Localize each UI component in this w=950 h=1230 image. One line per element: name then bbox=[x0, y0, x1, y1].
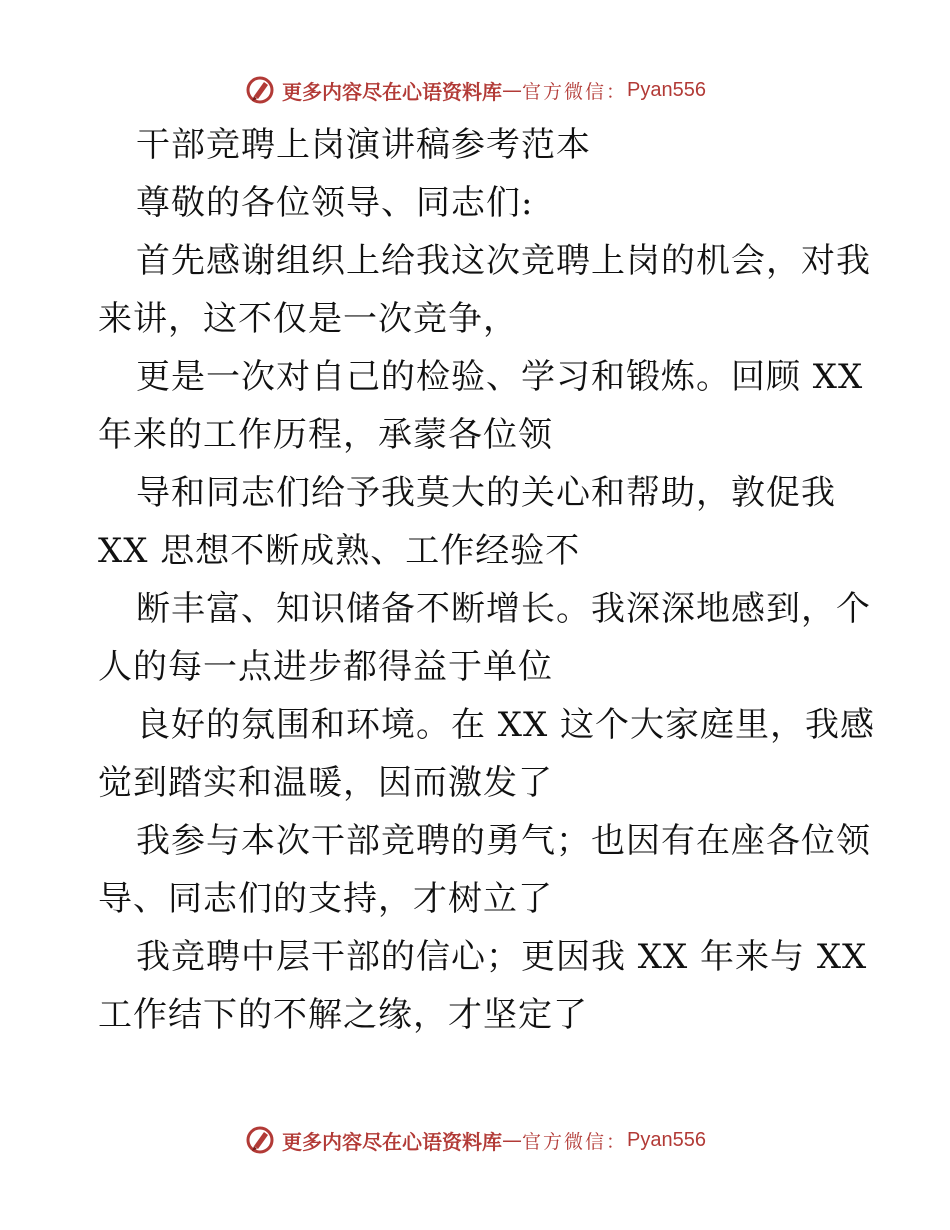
paragraph-line: XX 思想不断成熟、工作经验不 bbox=[98, 531, 581, 571]
paragraph-line: 我参与本次干部竞聘的勇气；也因有在座各位领 bbox=[136, 821, 871, 861]
banner-wechat-id: Pyan556 bbox=[627, 1128, 706, 1151]
footer-banner bbox=[0, 1120, 950, 1160]
banner-official-label: 官方微信： bbox=[522, 80, 628, 103]
document-body bbox=[98, 116, 876, 1044]
paragraph-line: 觉到踏实和温暖，因而激发了 bbox=[98, 763, 553, 803]
document-title: 干部竞聘上岗演讲稿参考范本 bbox=[136, 125, 591, 165]
banner-separator: — bbox=[502, 1128, 522, 1152]
banner-official-label: 官方微信： bbox=[522, 1130, 628, 1153]
banner-separator: — bbox=[502, 78, 522, 102]
paragraph-line: 导和同志们给予我莫大的关心和帮助，敦促我 bbox=[136, 473, 836, 513]
banner-main-text: 更多内容尽在心语资料库 bbox=[282, 79, 502, 104]
banner-main-text: 更多内容尽在心语资料库 bbox=[282, 1129, 502, 1154]
salutation: 尊敬的各位领导、同志们: bbox=[136, 183, 534, 223]
paragraph-line: 年来的工作历程，承蒙各位领 bbox=[98, 415, 553, 455]
paragraph-line: 良好的氛围和环境。在 XX 这个大家庭里，我感 bbox=[136, 705, 876, 745]
pen-logo-icon bbox=[244, 74, 276, 106]
paragraph-line: 更是一次对自己的检验、学习和锻炼。回顾 XX bbox=[136, 357, 864, 397]
banner-wechat-id: Pyan556 bbox=[627, 78, 706, 101]
paragraph-line: 导、同志们的支持，才树立了 bbox=[98, 879, 553, 919]
paragraph-line: 来讲，这不仅是一次竞争， bbox=[98, 299, 518, 339]
header-banner bbox=[0, 70, 950, 110]
paragraph-line: 我竞聘中层干部的信心；更因我 XX 年来与 XX bbox=[136, 937, 868, 977]
pen-logo-icon bbox=[244, 1124, 276, 1156]
paragraph-line: 断丰富、知识储备不断增长。我深深地感到，个 bbox=[136, 589, 871, 629]
paragraph-line: 人的每一点进步都得益于单位 bbox=[98, 647, 553, 687]
paragraph-line: 工作结下的不解之缘，才坚定了 bbox=[98, 995, 588, 1035]
paragraph-line: 首先感谢组织上给我这次竞聘上岗的机会，对我 bbox=[136, 241, 871, 281]
